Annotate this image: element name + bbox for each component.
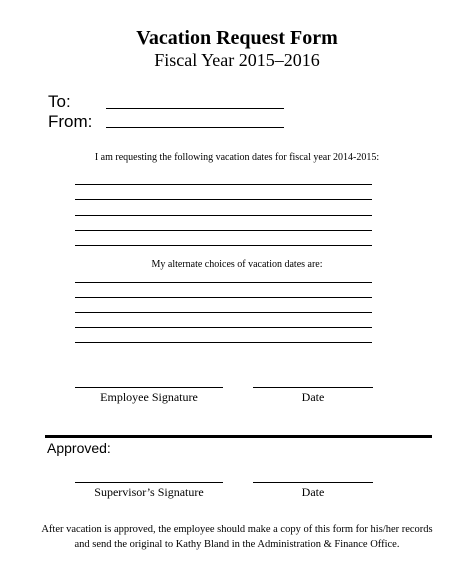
alternate-date-line-2[interactable] bbox=[75, 297, 372, 298]
footer-note-line-2: and send the original to Kathy Bland in the Administration & Finance Office. bbox=[74, 539, 400, 550]
employee-signature-line[interactable] bbox=[75, 387, 223, 388]
vacation-date-line-1[interactable] bbox=[75, 184, 372, 185]
employee-date-label: Date bbox=[301, 390, 325, 404]
supervisor-date-line[interactable] bbox=[253, 482, 373, 483]
vacation-date-line-5[interactable] bbox=[75, 245, 372, 246]
employee-signature-label: Employee Signature bbox=[100, 390, 198, 404]
vacation-date-line-3[interactable] bbox=[75, 215, 372, 216]
section-divider bbox=[45, 435, 432, 438]
supervisor-signature-line[interactable] bbox=[75, 482, 223, 483]
alternate-instruction: My alternate choices of vacation dates are: bbox=[151, 259, 323, 270]
from-label: From: bbox=[48, 112, 93, 131]
employee-date-line[interactable] bbox=[253, 387, 373, 388]
approved-label: Approved: bbox=[47, 440, 111, 456]
request-instruction: I am requesting the following vacation dates for fiscal year 2014-2015: bbox=[94, 152, 380, 163]
to-label: To: bbox=[48, 92, 71, 111]
to-field-line[interactable] bbox=[106, 108, 284, 109]
vacation-date-line-4[interactable] bbox=[75, 230, 372, 231]
alternate-date-line-5[interactable] bbox=[75, 342, 372, 343]
alternate-date-line-4[interactable] bbox=[75, 327, 372, 328]
alternate-date-line-1[interactable] bbox=[75, 282, 372, 283]
footer-note-line-1: After vacation is approved, the employee should make a copy of this form for his/her records bbox=[41, 524, 433, 535]
supervisor-date-label: Date bbox=[301, 485, 325, 499]
form-subtitle: Fiscal Year 2015–2016 bbox=[154, 50, 320, 70]
supervisor-signature-label: Supervisor’s Signature bbox=[94, 485, 204, 499]
from-field-line[interactable] bbox=[106, 127, 284, 128]
alternate-date-line-3[interactable] bbox=[75, 312, 372, 313]
vacation-date-line-2[interactable] bbox=[75, 199, 372, 200]
form-title: Vacation Request Form bbox=[136, 27, 338, 49]
